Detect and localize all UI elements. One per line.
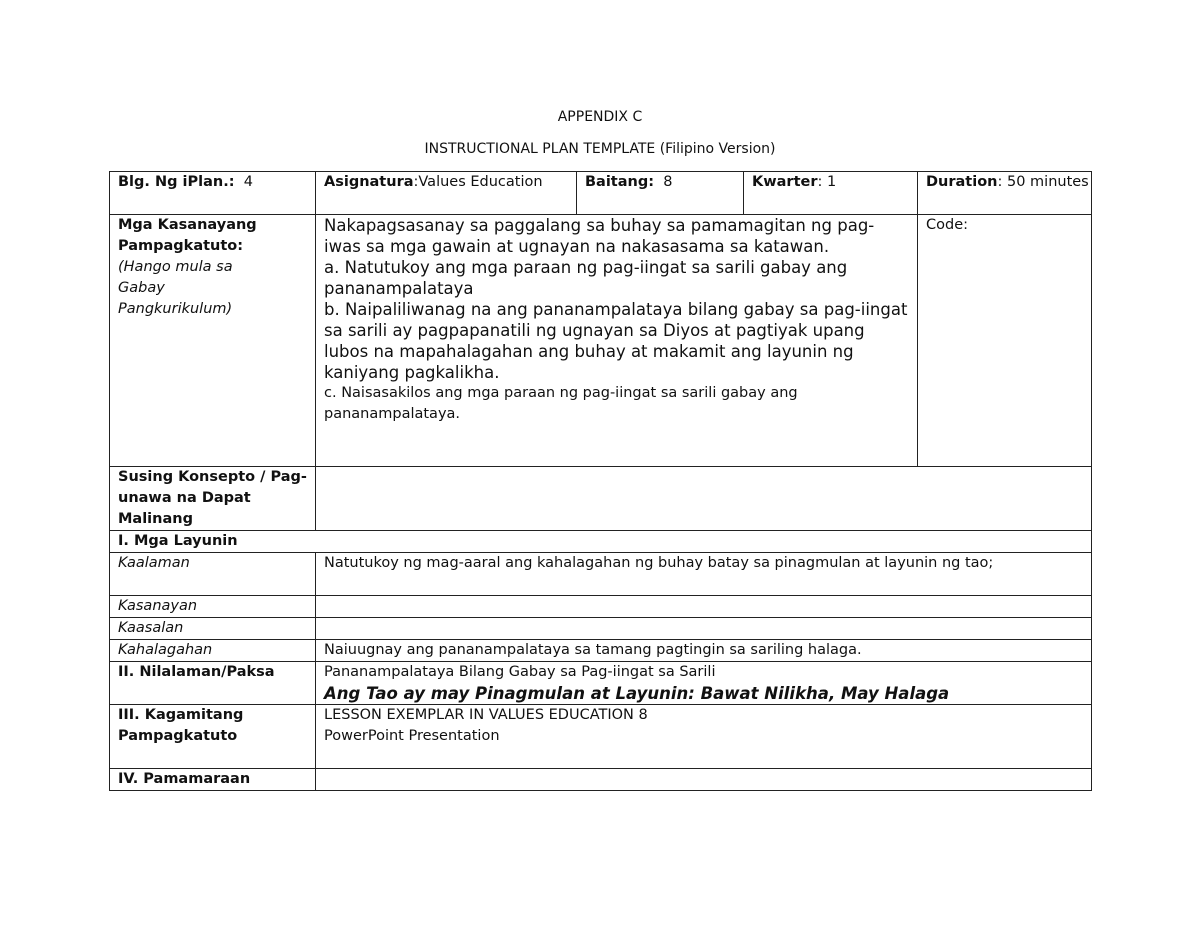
procedure-value	[316, 769, 1092, 791]
content-line2: Ang Tao ay may Pinagmulan at Layunin: Bawat Nilikha, May Halaga	[324, 684, 950, 703]
grade-label: Baitang:	[585, 174, 655, 190]
content-label: II. Nilalaman/Paksa	[110, 662, 316, 705]
attitude-label: Kaasalan	[110, 618, 316, 640]
attitude-value	[316, 618, 1092, 640]
subject-label: Asignatura	[324, 174, 414, 190]
competency-label-line1: Mga Kasanayang	[118, 217, 257, 233]
attitude-row	[110, 618, 1092, 640]
code-cell	[918, 215, 1092, 467]
code-label: Code:	[926, 217, 969, 233]
subject-value: :Values Education	[413, 174, 543, 190]
grade-cell	[577, 172, 744, 215]
plan-number-cell	[110, 172, 316, 215]
values-row	[110, 640, 1092, 662]
materials-label: III. Kagamitang Pampagkatuto	[110, 705, 316, 769]
subject-cell	[316, 172, 577, 215]
materials-row	[110, 705, 1092, 769]
materials-line1: LESSON EXEMPLAR IN VALUES EDUCATION 8	[324, 707, 648, 723]
appendix-label: APPENDIX C	[557, 109, 643, 125]
procedure-row	[110, 769, 1092, 791]
competency-label-cell	[110, 215, 316, 467]
competency-source-note: (Hango mula sa Gabay Pangkurikulum)	[118, 259, 233, 317]
values-label: Kahalagahan	[110, 640, 316, 662]
skills-value	[316, 596, 1092, 618]
key-concept-value	[316, 467, 1092, 531]
procedure-label: IV. Pamamaraan	[110, 769, 316, 791]
quarter-cell	[744, 172, 918, 215]
skills-label: Kasanayan	[110, 596, 316, 618]
document-title: INSTRUCTIONAL PLAN TEMPLATE (Filipino Version)	[424, 141, 776, 157]
values-value: Naiuugnay ang pananampalataya sa tamang pagtingin sa sariling halaga.	[316, 640, 1092, 662]
content-row	[110, 662, 1092, 705]
duration-value: : 50 minutes	[997, 174, 1089, 190]
content-cell	[316, 662, 1092, 705]
competency-item-c: c. Naisasakilos ang mga paraan ng pag-iingat sa sarili gabay ang pananampalataya.	[324, 385, 798, 422]
content-line1: Pananampalataya Bilang Gabay sa Pag-iingat sa Sarili	[324, 664, 716, 680]
objectives-heading-row	[110, 531, 1092, 553]
key-concept-row	[110, 467, 1092, 531]
duration-cell	[918, 172, 1092, 215]
key-concept-label: Susing Konsepto / Pag-unawa na Dapat Malinang	[110, 467, 316, 531]
materials-cell	[316, 705, 1092, 769]
knowledge-label: Kaalaman	[110, 553, 316, 596]
plan-number-value: 4	[243, 174, 253, 190]
competency-item-b: b. Naipaliliwanag na ang pananampalataya bilang gabay sa pag-iingat sa sarili ay pagpapanatili ng ugnayan sa Diyos at pagtiyak upang lubos na mapahalagahan ang buhay at makamit ang layunin ng kaniyang pagkalikha.	[324, 300, 908, 382]
quarter-value: : 1	[817, 174, 837, 190]
skills-row	[110, 596, 1092, 618]
knowledge-row	[110, 553, 1092, 596]
competency-row	[110, 215, 1092, 467]
quarter-label: Kwarter	[752, 174, 818, 190]
competency-label-line2: Pampagkatuto:	[118, 238, 244, 254]
objectives-heading: I. Mga Layunin	[110, 531, 1092, 553]
duration-label: Duration	[926, 174, 998, 190]
info-row	[110, 172, 1092, 215]
plan-number-label: Blg. Ng iPlan.:	[118, 174, 235, 190]
competency-content-cell	[316, 215, 918, 467]
competency-item-a: a. Natutukoy ang mga paraan ng pag-iingat sa sarili gabay ang pananampalataya	[324, 258, 848, 298]
instructional-plan-table	[109, 171, 1092, 791]
competency-main: Nakapagsasanay sa paggalang sa buhay sa pamamagitan ng pag-iwas sa mga gawain at ugnayan na nakasasama sa katawan.	[324, 216, 875, 256]
materials-line2: PowerPoint Presentation	[324, 728, 500, 744]
grade-value: 8	[663, 174, 673, 190]
knowledge-value: Natutukoy ng mag-aaral ang kahalagahan ng buhay batay sa pinagmulan at layunin ng tao;	[316, 553, 1092, 596]
